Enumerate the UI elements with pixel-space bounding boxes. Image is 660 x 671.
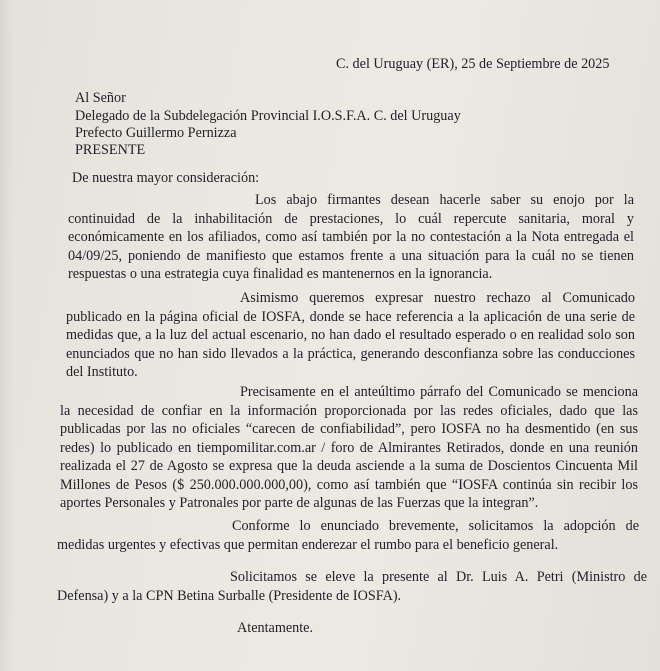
paragraph-line: 04/09/25, poniendo de manifiesto que estamos frente a una situación para la cuál no se tienen bbox=[68, 247, 634, 264]
paragraph-line: Precisamente en el anteúltimo párrafo del Comunicado se menciona bbox=[240, 384, 638, 400]
place-date: C. del Uruguay (ER), 25 de Septiembre de 2025 bbox=[336, 56, 610, 72]
page-shadow bbox=[0, 0, 14, 671]
recipient-line: Al Señor bbox=[75, 90, 126, 106]
paragraph-line: medidas que, a la luz del actual escenario, no han dado el resultado esperado o en realidad solo son bbox=[66, 327, 635, 343]
paragraph-line: publicado en la página oficial de IOSFA, donde se hace referencia a la aplicación de una serie de bbox=[66, 308, 635, 325]
paragraph-line: Solicitamos se eleve la presente al Dr. Luis A. Petri (Ministro de bbox=[230, 569, 647, 585]
paragraph-line: publicadas por las no oficiales “carecen de confiabilidad”, pero IOSFA no ha desmentido (en sus bbox=[60, 421, 638, 437]
recipient-line: Prefecto Guillermo Pernizza bbox=[75, 125, 237, 141]
paragraph-line: realizada el 27 de Agosto se expresa que la deuda asciende a la suma de Doscientos Cincuenta Mil bbox=[60, 458, 638, 474]
paragraph-line: del Instituto. bbox=[66, 364, 138, 380]
paragraph-line: Asimismo queremos expresar nuestro rechazo al Comunicado bbox=[240, 290, 635, 306]
paragraph-1 bbox=[68, 191, 634, 284]
paragraph-line: Conforme lo enunciado brevemente, solicitamos la adopción de bbox=[232, 518, 639, 534]
paragraph-line: respuestas o una estrategia cuya finalidad es mantenernos en la ignorancia. bbox=[68, 266, 493, 282]
paragraph-line: económicamente en los afiliados, como así también por la no contestación a la Nota entregada el bbox=[68, 229, 634, 245]
paragraph-4 bbox=[57, 517, 639, 554]
closing: Atentamente. bbox=[237, 620, 314, 636]
recipient-line: PRESENTE bbox=[75, 142, 146, 158]
greeting: De nuestra mayor consideración: bbox=[72, 170, 260, 186]
paragraph-line: Millones de Pesos ($ 250.000.000.000,00), como así también que “IOSFA continúa sin recibir los bbox=[60, 476, 638, 493]
paragraph-3 bbox=[60, 383, 638, 513]
recipient-line: Delegado de la Subdelegación Provincial I.O.S.F.A. C. del Uruguay bbox=[75, 108, 461, 124]
paragraph-2 bbox=[66, 289, 635, 382]
paragraph-line: aportes Personales y Patronales por parte de algunas de las Fuerzas que la integran”. bbox=[60, 495, 539, 511]
paragraph-line: medidas urgentes y efectivas que permitan enderezar el rumbo para el beneficio general. bbox=[57, 536, 559, 553]
paragraph-line: Defensa) y a la CPN Betina Surballe (Presidente de IOSFA). bbox=[57, 587, 402, 604]
paragraph-line: Los abajo firmantes desean hacerle saber su enojo por la bbox=[255, 192, 634, 208]
paragraph-5 bbox=[57, 568, 647, 605]
paragraph-line: enunciados que no han sido llevados a la práctica, generando desconfianza sobre las conducciones bbox=[66, 345, 635, 362]
paragraph-line: redes) lo publicado en tiempomilitar.com.ar / foro de Almirantes Retirados, donde en una reunión bbox=[60, 439, 638, 456]
paragraph-line: la necesidad de confiar en la información proporcionada por las redes oficiales, dado que las bbox=[60, 402, 638, 419]
paragraph-line: continuidad de la inhabilitación de prestaciones, lo cuál repercute sanitaria, moral y bbox=[68, 210, 634, 227]
